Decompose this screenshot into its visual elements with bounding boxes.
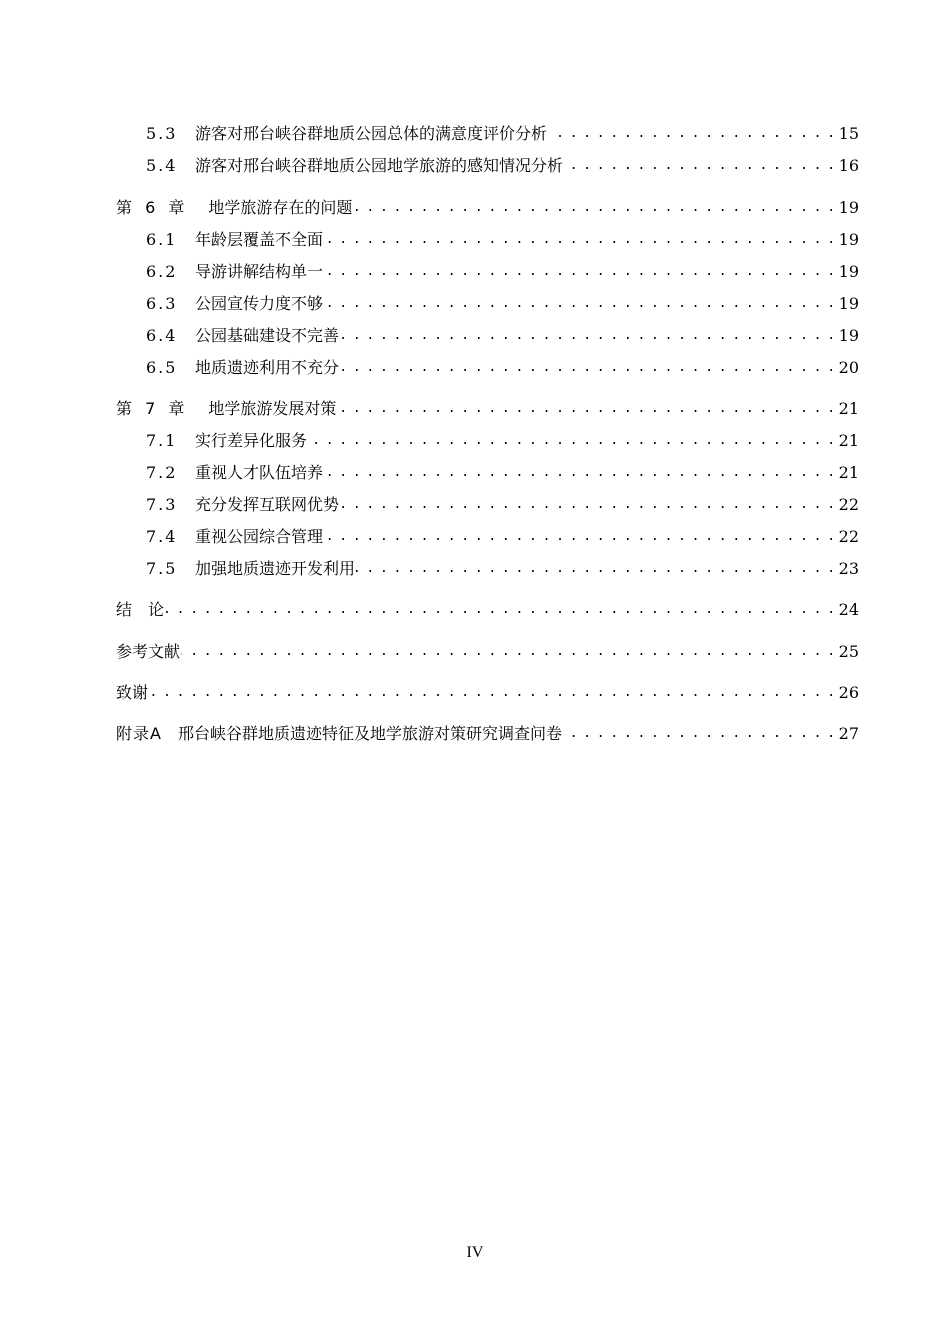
toc-entry-number: 6.2 bbox=[146, 262, 178, 281]
toc-entry-7-2[interactable] bbox=[146, 459, 859, 483]
dot-leader bbox=[340, 326, 834, 346]
toc-entry-page: 20 bbox=[838, 358, 859, 377]
dot-leader bbox=[181, 642, 834, 662]
dot-leader bbox=[324, 527, 834, 547]
toc-entry-page: 22 bbox=[838, 527, 859, 546]
dot-leader bbox=[165, 600, 834, 620]
toc-entry-title: 地质遗迹利用不充分 bbox=[195, 358, 340, 377]
dot-leader bbox=[337, 399, 834, 419]
toc-entry-page: 15 bbox=[838, 124, 859, 143]
toc-entry-title: 实行差异化服务 bbox=[195, 431, 308, 450]
dot-leader bbox=[340, 358, 834, 378]
toc-entry-number: 7.3 bbox=[146, 495, 178, 514]
toc-entry-6-2[interactable] bbox=[146, 258, 859, 282]
toc-entry-page: 19 bbox=[838, 326, 859, 345]
toc-entry-title: 结 论 bbox=[116, 600, 165, 619]
toc-entry-title: 重视公园综合管理 bbox=[195, 527, 324, 546]
toc-entry-page: 25 bbox=[838, 642, 859, 661]
toc-entry-number: 7.1 bbox=[146, 431, 178, 450]
toc-entry-page: 19 bbox=[838, 262, 859, 281]
toc-entry-title: 公园宣传力度不够 bbox=[195, 294, 324, 313]
toc-entry-number: 5.3 bbox=[146, 124, 178, 143]
dot-leader bbox=[149, 683, 834, 703]
toc-entry-page: 21 bbox=[838, 463, 859, 482]
toc-entry-7-4[interactable] bbox=[146, 523, 859, 547]
toc-entry-page: 21 bbox=[838, 399, 859, 418]
toc-entry-5-3[interactable] bbox=[146, 120, 859, 144]
toc-entry-page: 27 bbox=[838, 724, 859, 743]
toc-entry-title: 公园基础建设不完善 bbox=[195, 326, 340, 345]
toc-entry-title: 年龄层覆盖不全面 bbox=[195, 230, 324, 249]
toc-entry-title: 参考文献 bbox=[116, 642, 181, 661]
toc-entry-acknowledgements[interactable] bbox=[116, 679, 859, 703]
dot-leader bbox=[324, 294, 834, 314]
toc-entry-references[interactable] bbox=[116, 638, 859, 662]
toc-entry-number: 第 6 章 bbox=[116, 198, 189, 217]
toc-entry-number: 6.4 bbox=[146, 326, 178, 345]
toc-entry-6-5[interactable] bbox=[146, 354, 859, 378]
dot-leader bbox=[324, 262, 834, 282]
toc-entry-title: 地学旅游存在的问题 bbox=[208, 198, 353, 217]
toc-entry-7-1[interactable] bbox=[146, 427, 859, 451]
toc-entry-page: 21 bbox=[838, 431, 859, 450]
toc-entry-number: 附录A bbox=[116, 724, 162, 743]
toc-entry-6-1[interactable] bbox=[146, 226, 859, 250]
dot-leader bbox=[356, 559, 834, 579]
toc-entry-number: 6.5 bbox=[146, 358, 178, 377]
dot-leader bbox=[324, 230, 834, 250]
toc-entry-title: 致谢 bbox=[116, 683, 149, 702]
toc-entry-6-3[interactable] bbox=[146, 290, 859, 314]
toc-entry-5-4[interactable] bbox=[146, 152, 859, 176]
toc-entry-7-5[interactable] bbox=[146, 555, 859, 579]
dot-leader bbox=[563, 724, 834, 744]
toc-entry-title: 重视人才队伍培养 bbox=[195, 463, 324, 482]
toc-entry-title: 导游讲解结构单一 bbox=[195, 262, 324, 281]
toc-entry-appendix-a[interactable] bbox=[116, 720, 859, 744]
dot-leader bbox=[564, 156, 834, 176]
toc-entry-page: 26 bbox=[838, 683, 859, 702]
toc-entry-page: 24 bbox=[838, 600, 859, 619]
toc-entry-number: 7.5 bbox=[146, 559, 178, 578]
dot-leader bbox=[324, 463, 834, 483]
toc-entry-page: 16 bbox=[838, 156, 859, 175]
toc-entry-6-4[interactable] bbox=[146, 322, 859, 346]
toc-entry-conclusion[interactable] bbox=[116, 596, 859, 620]
toc-entry-number: 第 7 章 bbox=[116, 399, 189, 418]
toc-entry-number: 5.4 bbox=[146, 156, 178, 175]
toc-entry-number: 7.2 bbox=[146, 463, 178, 482]
toc-entry-page: 23 bbox=[838, 559, 859, 578]
toc-entry-title: 邢台峡谷群地质遗迹特征及地学旅游对策研究调查问卷 bbox=[177, 724, 562, 743]
toc-entry-title: 地学旅游发展对策 bbox=[208, 399, 337, 418]
toc-entry-page: 19 bbox=[838, 198, 859, 217]
toc-entry-chapter-7[interactable] bbox=[116, 395, 859, 419]
dot-leader bbox=[340, 495, 834, 515]
dot-leader bbox=[308, 431, 834, 451]
toc-entry-number: 6.1 bbox=[146, 230, 178, 249]
toc-entry-page: 19 bbox=[838, 294, 859, 313]
toc-entry-title: 游客对邢台峡谷群地质公园总体的满意度评价分析 bbox=[195, 124, 548, 143]
toc-entry-number: 7.4 bbox=[146, 527, 178, 546]
toc-entry-title: 充分发挥互联网优势 bbox=[195, 495, 340, 514]
toc-entry-title: 游客对邢台峡谷群地质公园地学旅游的感知情况分析 bbox=[195, 156, 564, 175]
toc-entry-number: 6.3 bbox=[146, 294, 178, 313]
toc-entry-chapter-6[interactable] bbox=[116, 194, 859, 218]
toc-entry-page: 22 bbox=[838, 495, 859, 514]
page-number-footer: IV bbox=[466, 1244, 484, 1261]
dot-leader bbox=[353, 198, 834, 218]
toc-entry-page: 19 bbox=[838, 230, 859, 249]
dot-leader bbox=[548, 124, 834, 144]
toc-entry-title: 加强地质遗迹开发利用 bbox=[195, 559, 356, 578]
toc-entry-7-3[interactable] bbox=[146, 491, 859, 515]
